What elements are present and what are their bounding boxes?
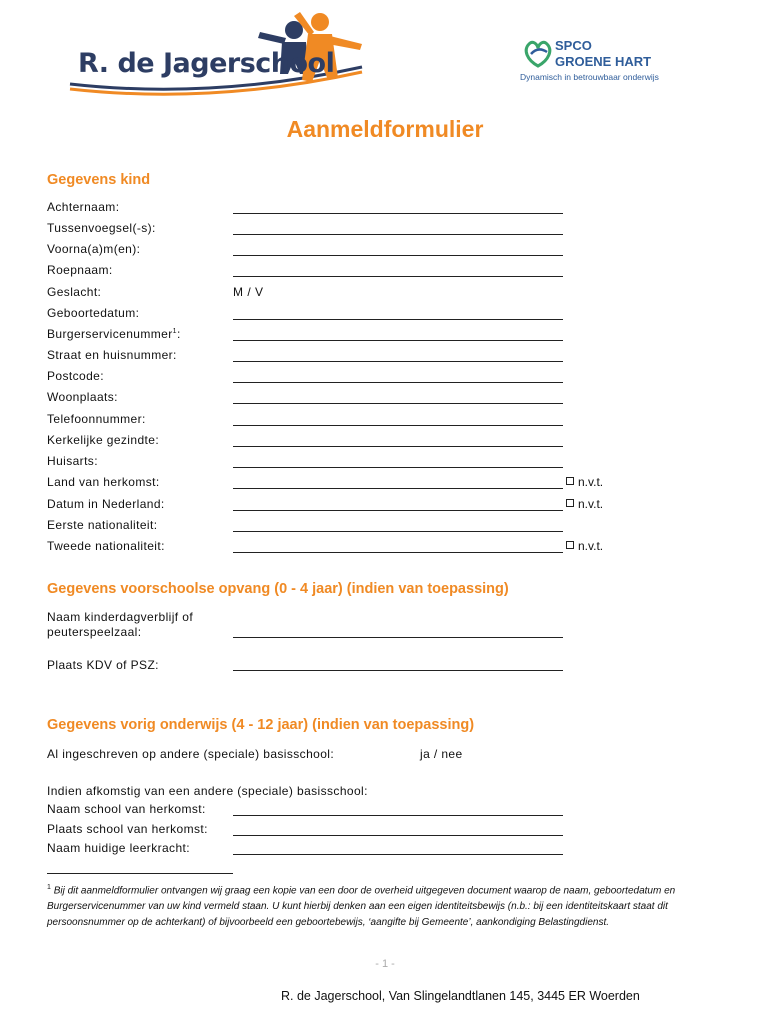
label-naam-kdv: Naam kinderdagverblijf of	[47, 610, 194, 624]
label-tweede-nationaliteit: Tweede nationaliteit:	[47, 539, 165, 553]
label-land-van-herkomst: Land van herkomst:	[47, 475, 160, 489]
label-voornamen: Voorna(a)m(en):	[47, 242, 141, 256]
label-peuterspeelzaal: peuterspeelzaal:	[47, 625, 142, 639]
label-huidige-leerkracht: Naam huidige leerkracht:	[47, 841, 191, 855]
input-line-land-van-herkomst[interactable]	[233, 488, 563, 489]
input-line-datum-in-nederland[interactable]	[233, 510, 563, 511]
label-burgerservicenummer	[47, 327, 181, 341]
footnote-divider	[47, 873, 233, 874]
checkbox-nvt-datum[interactable]	[566, 497, 603, 511]
label-woonplaats: Woonplaats:	[47, 390, 118, 404]
school-logo	[62, 12, 374, 107]
input-line-burgerservicenummer[interactable]	[233, 340, 563, 341]
spco-logo	[517, 34, 687, 84]
input-line-straat-huisnummer[interactable]	[233, 361, 563, 362]
ja-nee-options[interactable]: ja / nee	[420, 747, 463, 761]
label-indien-afkomstig: Indien afkomstig van een andere (speciale) basisschool:	[47, 784, 368, 798]
label-plaats-kdv: Plaats KDV of PSZ:	[47, 658, 159, 672]
label-geboortedatum: Geboortedatum:	[47, 306, 140, 320]
input-line-huisarts[interactable]	[233, 467, 563, 468]
input-line-naam-kdv[interactable]	[233, 637, 563, 638]
label-huisarts: Huisarts:	[47, 454, 98, 468]
page-number: - 1 -	[375, 958, 395, 970]
label-naam-school: Naam school van herkomst:	[47, 802, 206, 816]
groene-hart-label: GROENE HART	[555, 54, 652, 69]
spco-swirl-logo-icon	[521, 36, 555, 70]
input-line-plaats-school[interactable]	[233, 835, 563, 836]
label-straat-huisnummer: Straat en huisnummer:	[47, 348, 177, 362]
section-heading-vorig-onderwijs: Gegevens vorig onderwijs (4 - 12 jaar) (indien van toepassing)	[47, 717, 475, 733]
checkbox-label: n.v.t.	[578, 475, 604, 489]
checkbox-nvt-nationaliteit[interactable]	[566, 539, 603, 553]
checkbox-icon	[566, 499, 574, 507]
footnote-text: Bij dit aanmeldformulier ontvangen wij graag een kopie van een door de overheid uitgegeven document waarop de naam, geboortedatum en Burgerservicenummer van uw kind vermeld staan. U kunt hierbij denken aan een eigen identiteitsbewijs (n.b.: bij een identiteitskaart staat dit persoonsnummer op de achterkant) of bijvoorbeeld een geboortebewijs, ‘aangifte bij Gemeente’, aankondiging Belastingdienst.	[47, 885, 676, 929]
section-heading-kind: Gegevens kind	[47, 172, 151, 188]
label-achternaam: Achternaam:	[47, 200, 120, 214]
input-line-eerste-nationaliteit[interactable]	[233, 531, 563, 532]
input-line-huidige-leerkracht[interactable]	[233, 854, 563, 855]
label-geslacht: Geslacht:	[47, 285, 102, 299]
input-line-geboortedatum[interactable]	[233, 319, 563, 320]
input-line-woonplaats[interactable]	[233, 403, 563, 404]
footnote	[47, 880, 707, 931]
input-line-tussenvoegsel[interactable]	[233, 234, 563, 235]
input-line-tweede-nationaliteit[interactable]	[233, 552, 563, 553]
input-line-postcode[interactable]	[233, 382, 563, 383]
checkbox-icon	[566, 477, 574, 485]
footnote-marker: 1	[172, 328, 177, 335]
label-postcode: Postcode:	[47, 369, 104, 383]
label-plaats-school: Plaats school van herkomst:	[47, 822, 208, 836]
input-line-achternaam[interactable]	[233, 213, 563, 214]
footer-address: R. de Jagerschool, Van Slingelandtlanen 145, 3445 ER Woerden	[281, 989, 640, 1003]
checkbox-nvt-land[interactable]	[566, 475, 603, 489]
input-line-voornamen[interactable]	[233, 255, 563, 256]
label-tussenvoegsel: Tussenvoegsel(-s):	[47, 221, 156, 235]
label-al-ingeschreven: Al ingeschreven op andere (speciale) basisschool:	[47, 747, 335, 761]
input-line-telefoonnummer[interactable]	[233, 425, 563, 426]
label-bsn-colon: :	[176, 327, 181, 341]
input-line-plaats-kdv[interactable]	[233, 670, 563, 671]
page-title: Aanmeldformulier	[286, 116, 484, 142]
label-datum-in-nederland: Datum in Nederland:	[47, 497, 165, 511]
school-name: R. de Jagerschool	[78, 48, 335, 79]
geslacht-options[interactable]: M / V	[233, 285, 264, 299]
footnote-number: 1	[47, 884, 51, 891]
section-heading-voorschools: Gegevens voorschoolse opvang (0 - 4 jaar) (indien van toepassing)	[47, 581, 509, 597]
input-line-roepnaam[interactable]	[233, 276, 563, 277]
label-eerste-nationaliteit: Eerste nationaliteit:	[47, 518, 158, 532]
spco-label: SPCO	[555, 38, 592, 53]
spco-tagline: Dynamisch in betrouwbaar onderwijs	[520, 72, 659, 82]
checkbox-label: n.v.t.	[578, 539, 604, 553]
checkbox-icon	[566, 541, 574, 549]
checkbox-label: n.v.t.	[578, 497, 604, 511]
label-telefoonnummer: Telefoonnummer:	[47, 412, 146, 426]
label-bsn-text: Burgerservicenummer	[47, 327, 173, 341]
label-kerkelijke-gezindte: Kerkelijke gezindte:	[47, 433, 160, 447]
input-line-kerkelijke-gezindte[interactable]	[233, 446, 563, 447]
label-roepnaam: Roepnaam:	[47, 263, 113, 277]
input-line-naam-school[interactable]	[233, 815, 563, 816]
